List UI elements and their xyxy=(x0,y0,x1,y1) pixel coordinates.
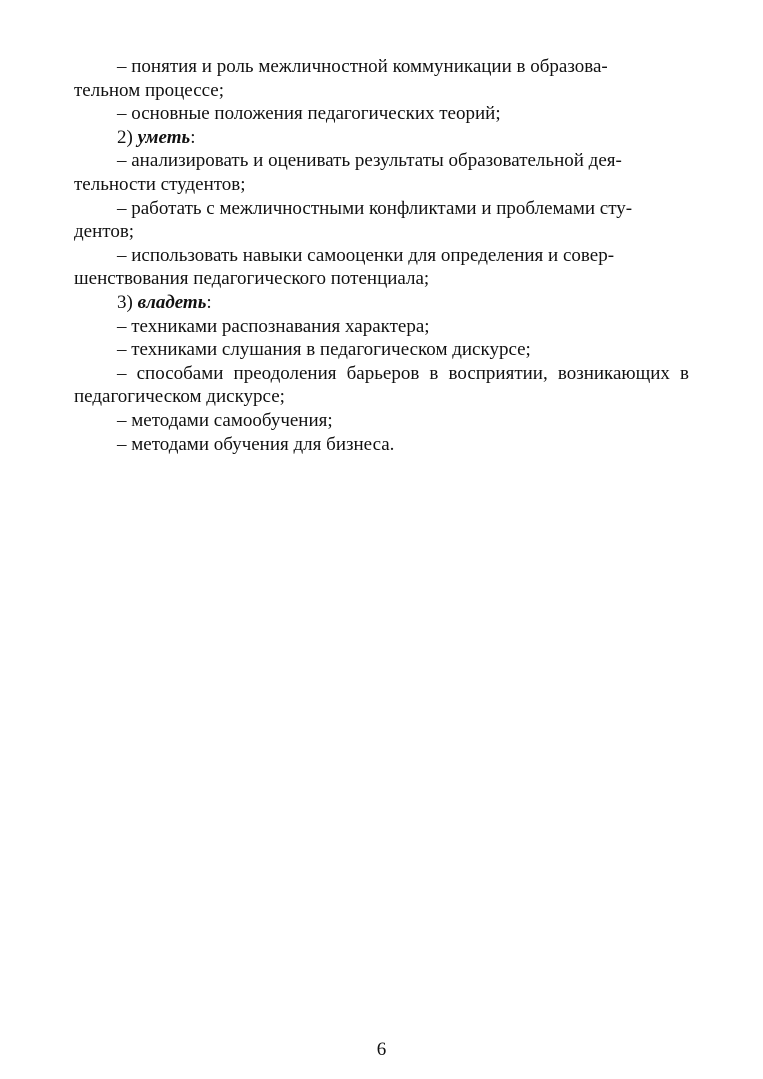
section-keyword: уметь xyxy=(137,126,191,148)
section-heading-umet xyxy=(74,126,689,150)
section-colon: : xyxy=(206,291,212,313)
list-item-business-learning: – методами обучения для бизнеса. xyxy=(117,433,395,455)
list-item-self-assessment: – использовать навыки самооценки для определения и совер- шенствования педагогического потенциала; xyxy=(74,244,615,290)
section-colon: : xyxy=(190,126,196,148)
section-keyword: владеть xyxy=(137,291,207,313)
section-number: 2) xyxy=(117,126,138,148)
list-item-listening: – техниками слушания в педагогическом дискурсе; xyxy=(117,339,531,361)
list-item-self-learning: – методами самообучения; xyxy=(117,409,333,431)
section-heading-vladet xyxy=(74,291,689,315)
list-item-character-recognition: – техниками распознавания характера; xyxy=(117,315,430,337)
body-text xyxy=(74,55,689,456)
list-item-barriers: – способами преодоления барьеров в восприятии, возникающих в педагогическом дискурсе; xyxy=(74,362,689,408)
section-number: 3) xyxy=(117,291,138,313)
list-item-communication: – понятия и роль межличностной коммуникации в образова- тельном процессе; xyxy=(74,56,608,101)
page-number: 6 xyxy=(376,1039,387,1060)
list-item-theories: – основные положения педагогических теорий; xyxy=(117,103,501,125)
list-item-conflicts: – работать с межличностными конфликтами и проблемами сту- дентов; xyxy=(74,197,633,243)
list-item-analyze: – анализировать и оценивать результаты образовательной дея- тельности студентов; xyxy=(74,150,622,195)
